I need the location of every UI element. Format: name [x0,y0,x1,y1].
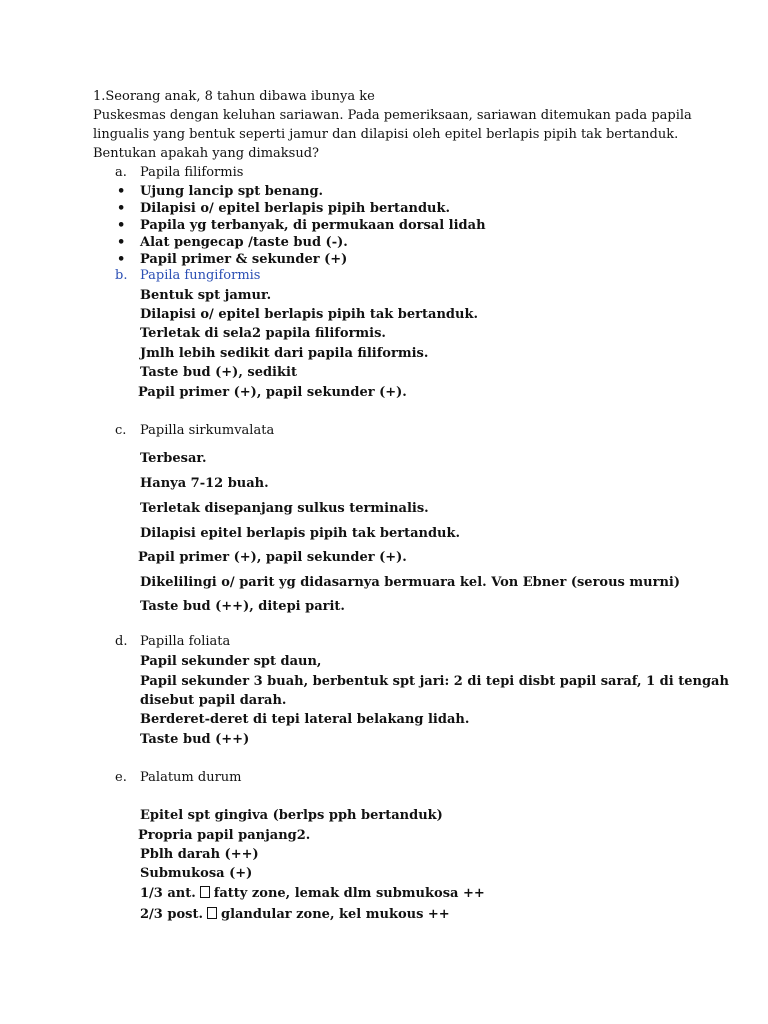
option-letter: d. [115,634,128,649]
option-letter: b. [115,268,128,283]
list-item-text: disebut papil darah. [140,693,287,708]
list-item-text: Taste bud (++) [140,732,250,747]
option-letter: e. [115,770,127,785]
list-item-text: Submukosa (+) [140,866,253,881]
question-line-3: lingualis yang bentuk seperti jamur dan dilapisi oleh epitel berlapis pipih tak bertanduk. [93,127,679,142]
option-title: Palatum durum [140,770,242,785]
list-item-text: Propria papil panjang2. [138,828,311,843]
list-item-text: Epitel spt gingiva (berlps pph bertanduk) [140,808,443,823]
list-item-text: Papila yg terbanyak, di permukaan dorsal lidah [140,218,486,233]
list-item-text: Dilapisi epitel berlapis pipih tak bertanduk. [140,526,461,541]
list-item-text: Terletak disepanjang sulkus terminalis. [140,501,429,516]
list-item-text: Terbesar. [140,451,207,466]
missing-glyph-icon [207,907,217,919]
option-title: Papilla sirkumvalata [140,423,275,438]
question-line-2: Puskesmas dengan keluhan sariawan. Pada pemeriksaan, sariawan ditemukan pada papila [93,108,692,123]
list-item-text: Dilapisi o/ epitel berlapis pipih tak bertanduk. [140,307,478,322]
list-item-text: Alat pengecap /taste bud (-). [140,235,348,250]
list-item-text: Bentuk spt jamur. [140,288,272,303]
list-item-text: Papil primer (+), papil sekunder (+). [138,550,407,565]
list-item-text: Papil primer & sekunder (+) [140,252,348,267]
option-letter: c. [115,423,127,438]
option-title: Papila filiformis [140,165,244,180]
list-item-text: Papil sekunder spt daun, [140,654,322,669]
list-item-text: Taste bud (+), sedikit [140,365,297,380]
bullet-icon: • [117,252,126,267]
list-item-text: Pblh darah (++) [140,847,259,862]
question-line-1: 1.Seorang anak, 8 tahun dibawa ibunya ke [93,89,375,104]
list-item-suffix: glandular zone, kel mukous ++ [220,907,450,922]
list-item-text: Berderet-deret di tepi lateral belakang lidah. [140,712,470,727]
list-item-text: Papil sekunder 3 buah, berbentuk spt jari: 2 di tepi disbt papil saraf, 1 di tengah [140,674,729,689]
list-item-text: Papil primer (+), papil sekunder (+). [138,385,407,400]
bullet-icon: • [117,201,126,216]
missing-glyph-icon [200,886,210,898]
bullet-icon: • [117,218,126,233]
option-title: Papilla foliata [140,634,231,649]
list-item-suffix: fatty zone, lemak dlm submukosa ++ [213,886,485,901]
option-letter: a. [115,165,127,180]
bullet-icon: • [117,184,126,199]
list-item-prefix: 1/3 ant. [140,886,196,901]
list-item-text: Jmlh lebih sedikit dari papila filiformis. [140,346,429,361]
list-item-text: Ujung lancip spt benang. [140,184,324,199]
list-item-text: Hanya 7-12 buah. [140,476,269,491]
bullet-icon: • [117,235,126,250]
list-item-text: Dikelilingi o/ parit yg didasarnya bermuara kel. Von Ebner (serous murni) [140,575,680,590]
list-item-text: Terletak di sela2 papila filiformis. [140,326,386,341]
list-item-text: Dilapisi o/ epitel berlapis pipih bertanduk. [140,201,451,216]
list-item-text: Taste bud (++), ditepi parit. [140,599,345,614]
question-line-4: Bentukan apakah yang dimaksud? [93,146,319,161]
list-item-text [140,886,485,900]
option-title: Papila fungiformis [140,268,261,283]
list-item-prefix: 2/3 post. [140,907,203,922]
list-item-text [140,907,450,921]
